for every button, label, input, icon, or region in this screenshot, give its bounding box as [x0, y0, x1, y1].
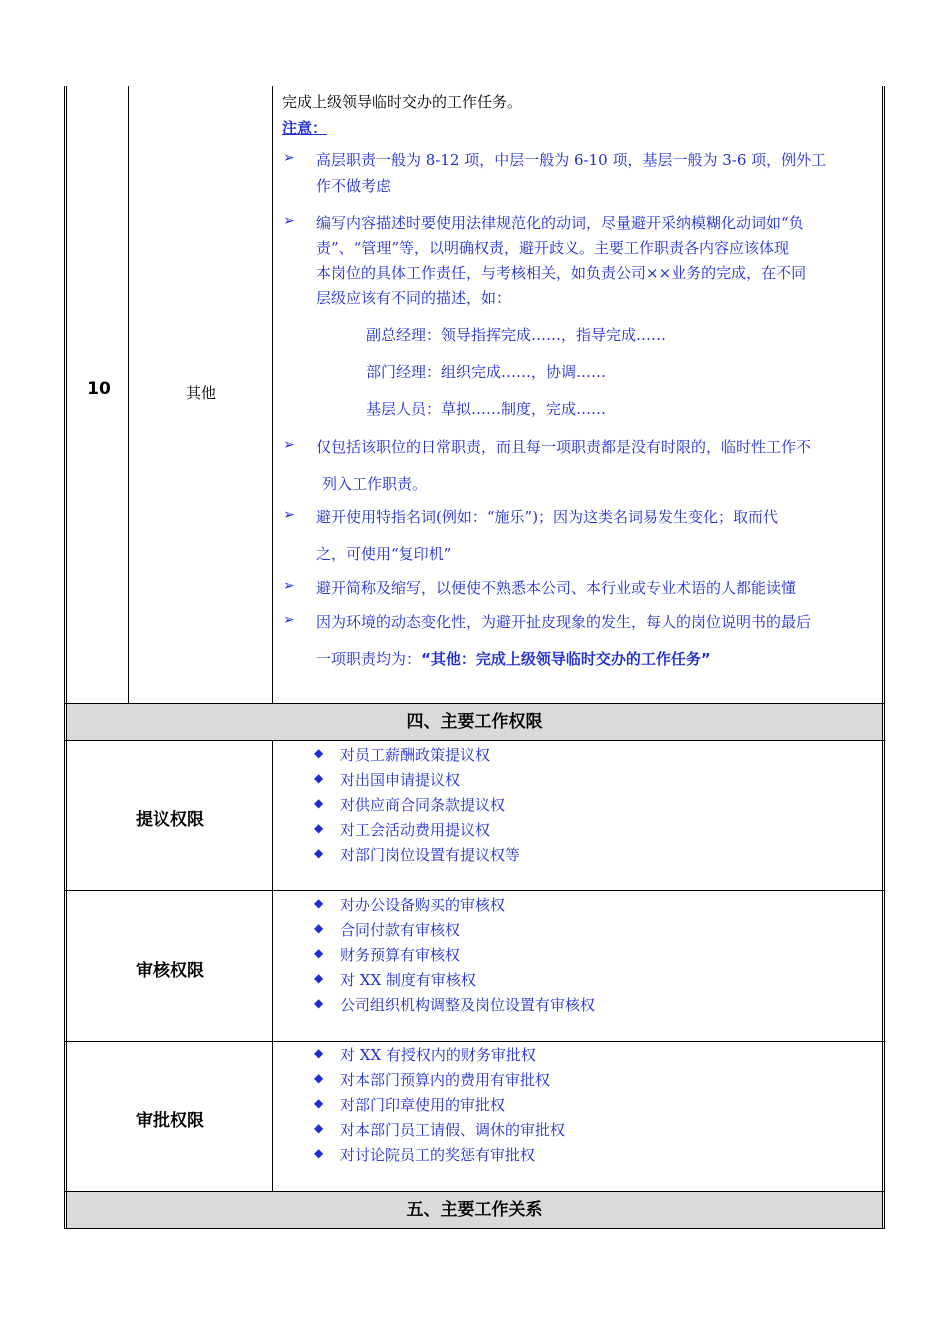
review-item: 财务预算有审核权: [340, 946, 461, 964]
bullet-2-line-3: 本岗位的具体工作责任，与考核相关，如负责公司××业务的完成，在不同: [316, 264, 807, 282]
review-item: 对 XX 制度有审核权: [340, 971, 476, 989]
col-divider-1: [128, 86, 129, 704]
diamond-bullet-icon: ◆: [314, 896, 324, 910]
proposal-item: 对出国申请提议权: [340, 771, 461, 789]
arrow-bullet-icon: ➢: [283, 437, 295, 453]
bullet-1-line-2: 作不做考虑: [316, 177, 392, 195]
review-item: 合同付款有审核权: [340, 921, 461, 939]
section-header-authority: 四、主要工作权限: [67, 704, 882, 740]
diamond-bullet-icon: ◆: [314, 796, 324, 810]
row-divider-2: [64, 740, 885, 741]
note-label: 注意：: [282, 119, 328, 137]
example-line-3: 基层人员：草拟……制度，完成……: [366, 400, 607, 418]
row-divider-4: [64, 1041, 885, 1042]
row-divider-6: [64, 1228, 885, 1229]
diamond-bullet-icon: ◆: [314, 996, 324, 1010]
diamond-bullet-icon: ◆: [314, 846, 324, 860]
approval-authority-label: 审批权限: [136, 1111, 204, 1131]
proposal-item: 对员工薪酬政策提议权: [340, 746, 491, 764]
review-item: 公司组织机构调整及岗位设置有审核权: [340, 996, 596, 1014]
arrow-bullet-icon: ➢: [283, 507, 295, 523]
col-divider-2: [272, 86, 273, 704]
bullet-6-emphasis: “其他：完成上级领导临时交办的工作任务”: [421, 650, 711, 668]
review-item: 对办公设备购买的审核权: [340, 896, 506, 914]
row-number: 10: [87, 379, 111, 399]
bullet-4-line-2: 之，可使用“复印机”: [316, 545, 452, 563]
diamond-bullet-icon: ◆: [314, 1146, 324, 1160]
diamond-bullet-icon: ◆: [314, 971, 324, 985]
example-line-2: 部门经理：组织完成……，协调……: [366, 363, 607, 381]
bullet-5-line-1: 避开简称及缩写，以便使不熟悉本公司、本行业或专业术语的人都能读懂: [316, 579, 797, 597]
bullet-1-line-1: 高层职责一般为 8-12 项，中层一般为 6-10 项，基层一般为 3-6 项，例外工: [316, 151, 827, 169]
approval-item: 对本部门预算内的费用有审批权: [340, 1071, 551, 1089]
row-divider-3: [64, 890, 885, 891]
diamond-bullet-icon: ◆: [314, 946, 324, 960]
bullet-4-line-1: 避开使用特指名词(例如：“施乐”)；因为这类名词易发生变化；取而代: [316, 508, 779, 526]
col-divider-3: [272, 741, 273, 1192]
diamond-bullet-icon: ◆: [314, 1071, 324, 1085]
bullet-6-prefix: 一项职责均为：: [316, 650, 422, 668]
proposal-item: 对工会活动费用提议权: [340, 821, 491, 839]
proposal-item: 对供应商合同条款提议权: [340, 796, 506, 814]
approval-item: 对 XX 有授权内的财务审批权: [340, 1046, 536, 1064]
review-authority-label: 审核权限: [136, 961, 204, 981]
diamond-bullet-icon: ◆: [314, 1121, 324, 1135]
arrow-bullet-icon: ➢: [283, 578, 295, 594]
row-category: 其他: [185, 384, 216, 402]
arrow-bullet-icon: ➢: [283, 213, 295, 229]
diamond-bullet-icon: ◆: [314, 1096, 324, 1110]
approval-item: 对部门印章使用的审批权: [340, 1096, 506, 1114]
section-header-relations: 五、主要工作关系: [67, 1192, 882, 1228]
bullet-6-line-2: [316, 648, 711, 669]
proposal-item: 对部门岗位设置有提议权等: [340, 846, 521, 864]
diamond-bullet-icon: ◆: [314, 921, 324, 935]
approval-item: 对讨论院员工的奖惩有审批权: [340, 1146, 536, 1164]
diamond-bullet-icon: ◆: [314, 821, 324, 835]
approval-item: 对本部门员工请假、调休的审批权: [340, 1121, 566, 1139]
diamond-bullet-icon: ◆: [314, 1046, 324, 1060]
duty-first-line: 完成上级领导临时交办的工作任务。: [282, 93, 523, 111]
diamond-bullet-icon: ◆: [314, 746, 324, 760]
proposal-authority-label: 提议权限: [136, 810, 204, 830]
arrow-bullet-icon: ➢: [283, 150, 295, 166]
bullet-3-line-1: 仅包括该职位的日常职责，而且每一项职责都是没有时限的，临时性工作不: [316, 438, 812, 456]
diamond-bullet-icon: ◆: [314, 771, 324, 785]
arrow-bullet-icon: ➢: [283, 612, 295, 628]
bullet-2-line-2: 责”、“管理”等，以明确权责，避开歧义。主要工作职责各内容应该体现: [316, 239, 790, 257]
bullet-6-line-1: 因为环境的动态变化性，为避开扯皮现象的发生，每人的岗位说明书的最后: [316, 613, 812, 631]
bullet-3-line-2: 列入工作职责。: [322, 475, 428, 493]
bullet-2-line-1: 编写内容描述时要使用法律规范化的动词，尽量避开采纳模糊化动词如“负: [316, 214, 804, 232]
example-line-1: 副总经理：领导指挥完成……，指导完成……: [366, 326, 667, 344]
bullet-2-line-4: 层级应该有不同的描述，如：: [316, 289, 512, 307]
